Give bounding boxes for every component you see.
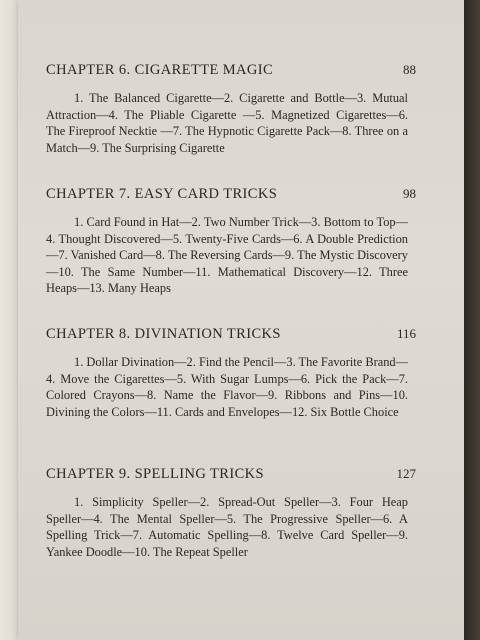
chapter-heading [46, 466, 416, 486]
chapter-title: CHAPTER 9. SPELLING TRICKS [46, 466, 264, 482]
chapter-7-entry [46, 186, 416, 297]
chapter-page-number: 127 [396, 466, 416, 481]
chapter-contents: 1. Simplicity Speller—2. Spread-Out Speller—3. Four Heap Speller—4. The Mental Speller—5. The Progressive Speller—6. A Spelling Trick—7. Automatic Spelling—8. Twelve Card Speller—9. Yankee Doodle—10. The Repeat Speller [46, 495, 408, 559]
chapter-contents: 1. Card Found in Hat—2. Two Number Trick—3. Bottom to Top—4. Thought Discovered—5. Twenty-Five Cards—6. A Double Prediction—7. Vanished Card—8. The Reversing Cards—9. The Mystic Discovery—10. The Same Number—11. Mathematical Discovery—12. Three Heaps—13. Many Heaps [46, 215, 408, 296]
background-surface [464, 0, 480, 640]
chapter-heading [46, 62, 416, 82]
chapter-title: CHAPTER 8. DIVINATION TRICKS [46, 326, 281, 342]
chapter-9-entry [46, 466, 416, 560]
chapter-contents: 1. The Balanced Cigarette—2. Cigarette and Bottle—3. Mutual Attraction—4. The Pliable Cigarette —5. Magnetized Cigarettes—6. The Fireproof Necktie —7. The Hypnotic Cigarette Pack—8. Three on a Match—9. The Surprising Cigarette [46, 91, 408, 155]
chapter-page-number: 98 [403, 186, 416, 201]
chapter-heading [46, 326, 416, 346]
chapter-page-number: 116 [396, 326, 416, 341]
chapter-6-entry [46, 62, 416, 156]
chapter-title: CHAPTER 6. CIGARETTE MAGIC [46, 62, 274, 78]
chapter-8-entry [46, 326, 416, 420]
chapter-heading [46, 186, 416, 206]
chapter-title: CHAPTER 7. EASY CARD TRICKS [46, 186, 278, 202]
chapter-page-number: 88 [403, 62, 416, 77]
chapter-contents: 1. Dollar Divination—2. Find the Pencil—3. The Favorite Brand—4. Move the Cigarettes—5. With Sugar Lumps—6. Pick the Pack—7. Colored Crayons—8. Name the Flavor—9. Ribbons and Pins—10. Divining the Colors—11. Cards and Envelopes—12. Six Bottle Choice [46, 355, 408, 419]
